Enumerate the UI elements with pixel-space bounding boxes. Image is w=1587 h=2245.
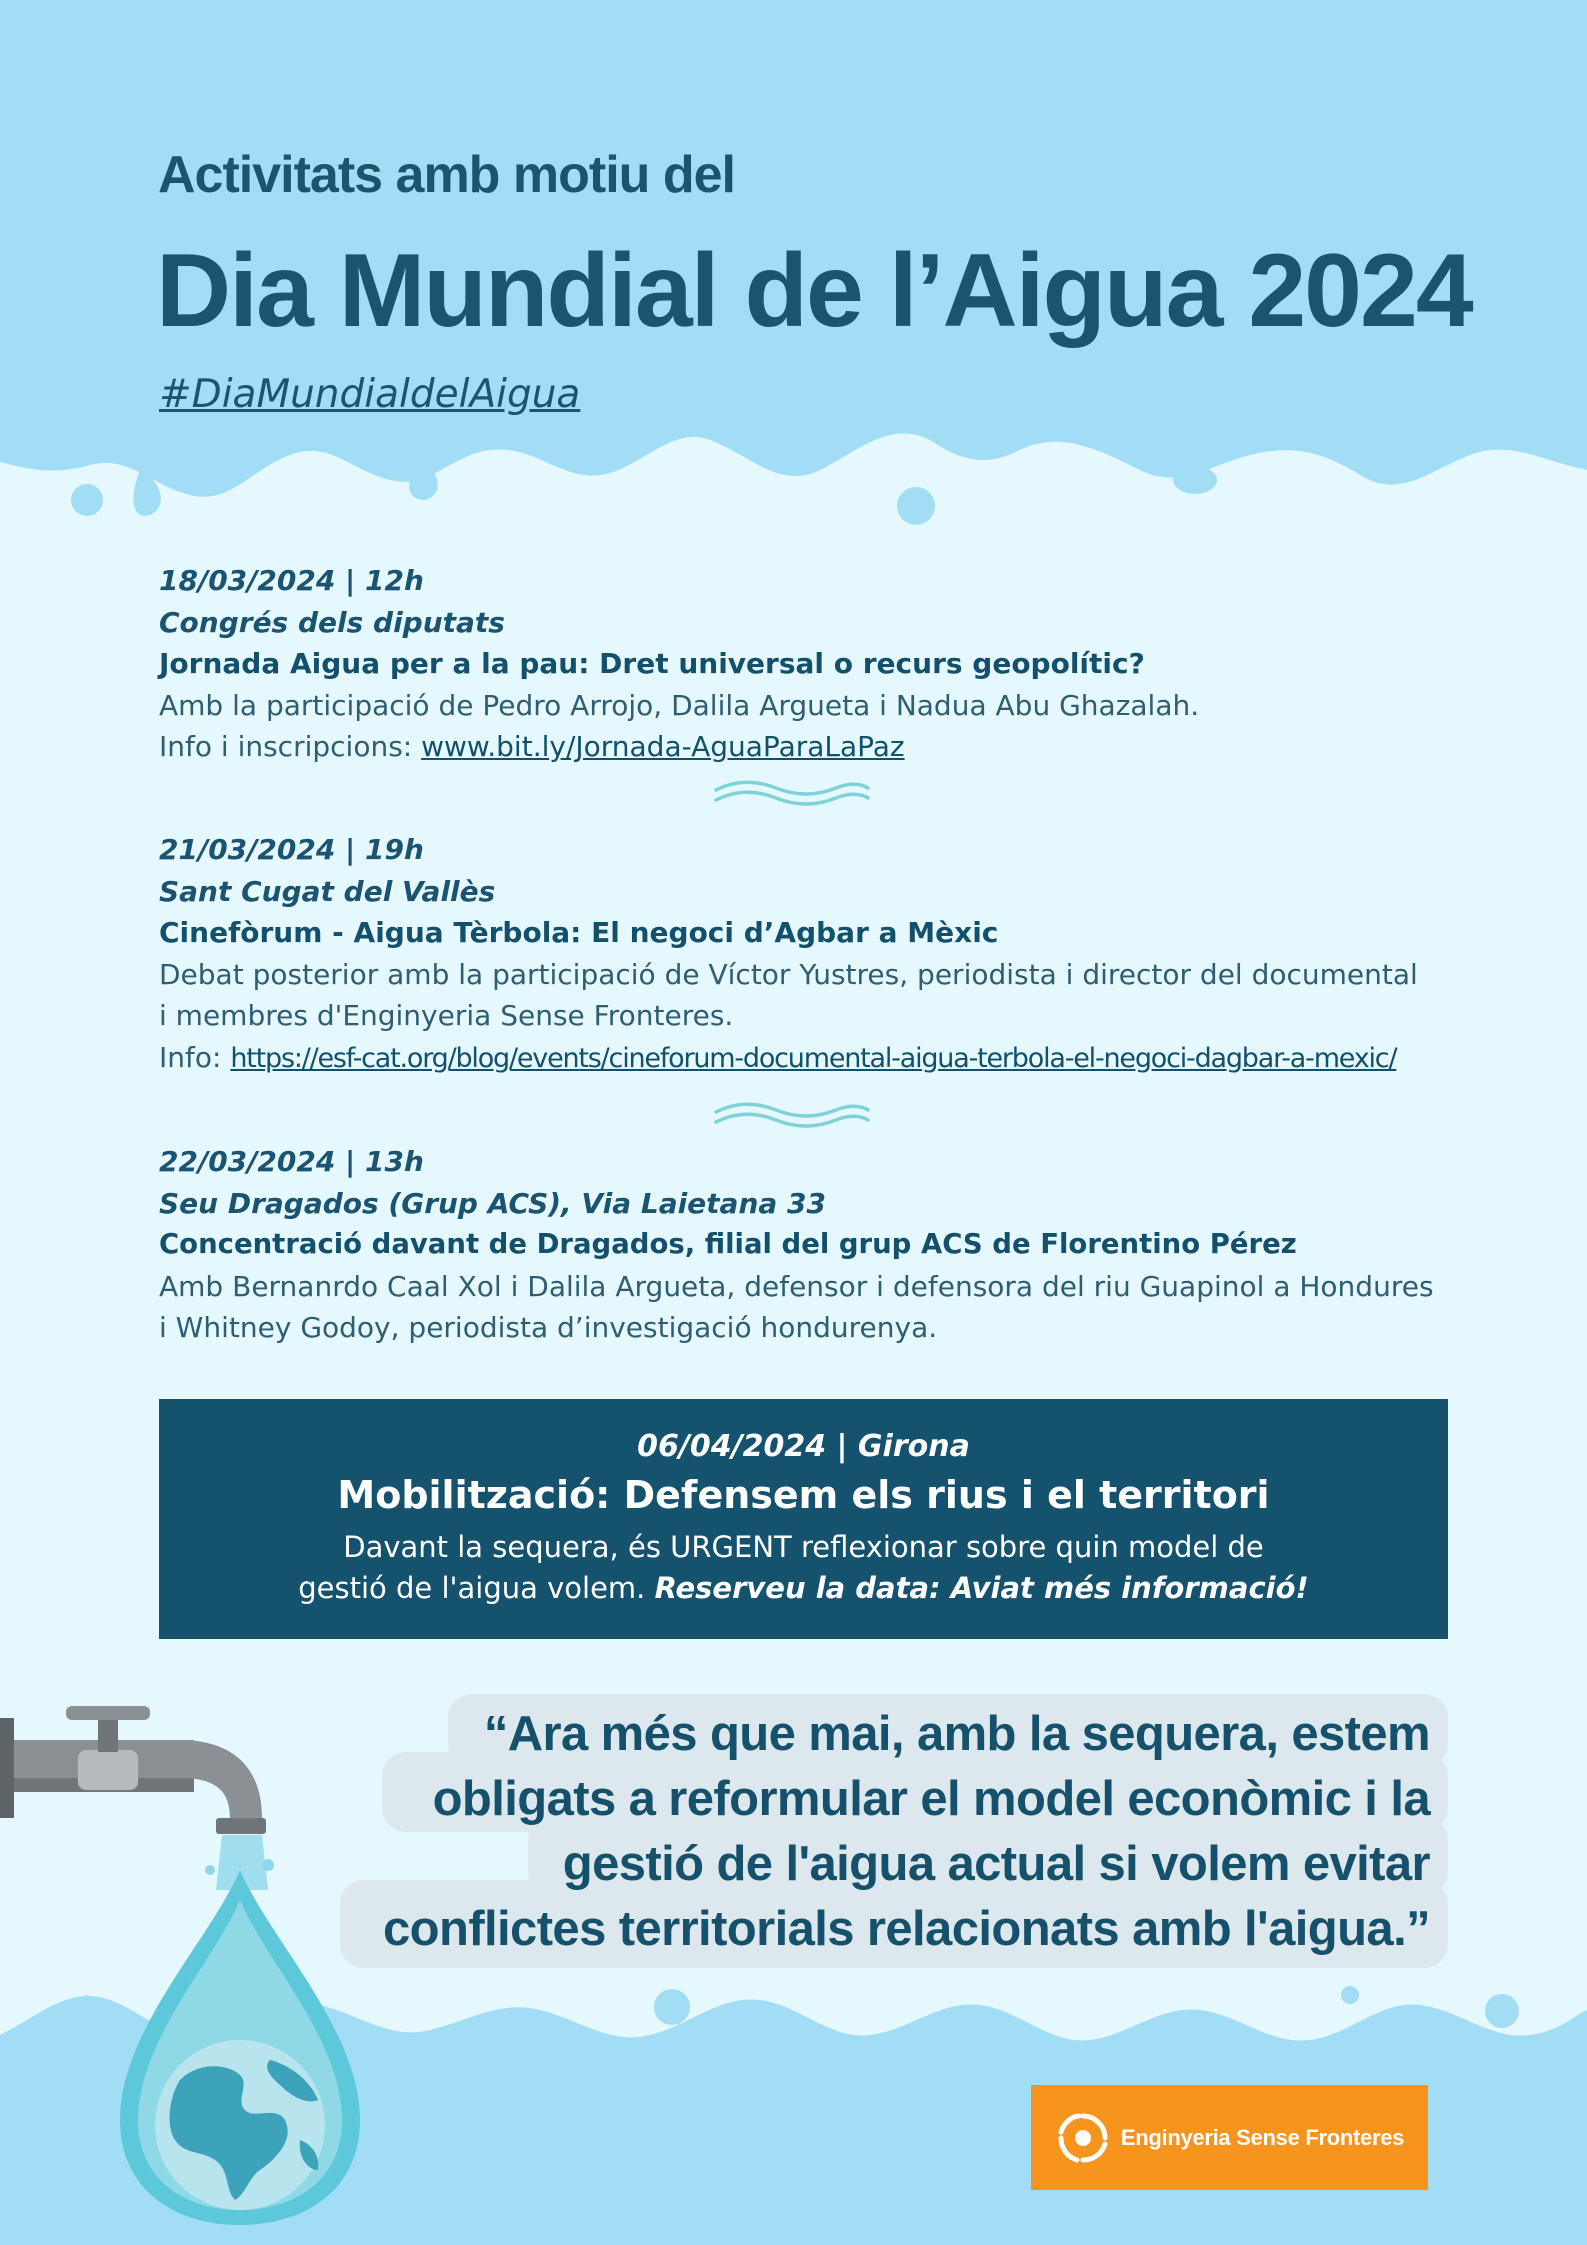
event-description: Amb Bernanrdo Caal Xol i Dalila Argueta, defensor i defensora del riu Guapinol a Hondures i Whitney Godoy, periodista d’investigació hondurenya. [159, 1269, 1434, 1344]
highlight-text [159, 1527, 1448, 1609]
esf-logo-text: Enginyeria Sense Fronteres [1120, 2124, 1405, 2150]
event-description: Amb la participació de Pedro Arrojo, Dalila Argueta i Nadua Abu Ghazalah. [159, 688, 1200, 722]
faucet-drop-globe-icon [0, 1700, 380, 2230]
event-title: Concentració davant de Dragados, filial del grup ACS de Florentino Pérez [159, 1228, 1297, 1260]
quote-line-3: gestió de l'aigua actual si volem evitar [562, 1837, 1430, 1891]
highlight-title: Mobilització: Defensem els rius i el territori [337, 1473, 1270, 1517]
event-info-label: Info: [159, 1040, 231, 1074]
highlight-box [159, 1399, 1448, 1639]
event-info [159, 726, 1449, 768]
event-date: 18/03/2024 | 12h [159, 564, 424, 597]
quote-line-2: obligats a reformular el model econòmic i la [432, 1772, 1430, 1826]
event-date: 22/03/2024 | 13h [159, 1145, 424, 1178]
wave-divider-icon [712, 1100, 872, 1134]
highlight-text-line2: gestió de l'aigua volem. [298, 1571, 655, 1605]
event-info [159, 1037, 1449, 1080]
quote [320, 1702, 1430, 1962]
hashtag-link[interactable]: #DiaMundialdelAigua [159, 372, 581, 417]
wave-divider-icon [712, 778, 872, 812]
event-1 [159, 560, 1449, 768]
highlight-date: 06/04/2024 | Girona [637, 1429, 970, 1464]
header-kicker: Activitats amb motiu del [158, 146, 735, 204]
quote-line-1: “Ara més que mai, amb la sequera, estem [483, 1707, 1430, 1761]
event-date: 21/03/2024 | 19h [159, 833, 424, 866]
esf-logo[interactable] [1031, 2085, 1428, 2190]
highlight-save-date: Reserveu la data: Aviat més informació! [654, 1571, 1309, 1605]
event-place: Seu Dragados (Grup ACS), Via Laietana 33 [159, 1186, 826, 1220]
event-3 [159, 1141, 1449, 1349]
event-info-link[interactable]: www.bit.ly/Jornada-AguaParaLaPaz [421, 730, 905, 763]
event-place: Sant Cugat del Vallès [159, 874, 496, 908]
event-title: Cinefòrum - Aigua Tèrbola: El negoci d’Agbar a Mèxic [159, 916, 999, 949]
quote-line-4: conflictes territorials relacionats amb l'aigua.” [383, 1902, 1430, 1956]
event-place: Congrés dels diputats [159, 605, 505, 639]
event-info-label: Info i inscripcions: [159, 730, 422, 763]
event-2 [159, 829, 1449, 1079]
event-info-link[interactable]: https://esf-cat.org/blog/events/cineforum-documental-aigua-terbola-el-negoci-dagbar-a-mexic/ [230, 1042, 1397, 1074]
event-description: Debat posterior amb la participació de Víctor Yustres, periodista i director del documental i membres d'Enginyeria Sense Fronteres. [159, 957, 1418, 1032]
page-title: Dia Mundial de l’Aigua 2024 [156, 233, 1472, 349]
esf-swirl-icon [1055, 2110, 1111, 2166]
highlight-text-line1: Davant la sequera, és URGENT reflexionar sobre quin model de [343, 1530, 1264, 1564]
event-title: Jornada Aigua per a la pau: Dret universal o recurs geopolític? [159, 647, 1145, 680]
